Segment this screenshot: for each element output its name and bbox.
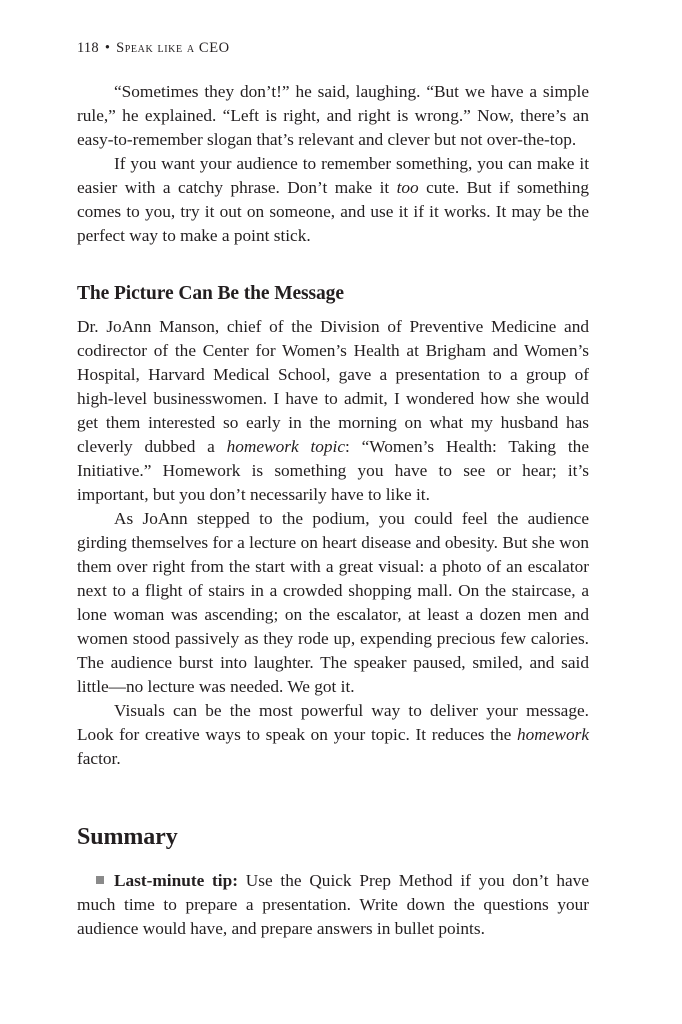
summary-bullet (77, 869, 589, 941)
text-run: factor. (77, 749, 121, 768)
running-title: Speak like a CEO (116, 40, 230, 56)
text-run: Dr. JoAnn Manson, chief of the Division of Preventive Medicine and codirector of the Center for Women’s Health at Brigham and Women’s Hospital, Harvard Medical School, gave a presentation to a group of high-level businesswomen. I have to admit, I wondered how she would get them interested so early in the morning on what my husband has cleverly dubbed a (77, 317, 589, 456)
emphasis: homework topic (226, 437, 346, 456)
section-paragraph-3 (77, 699, 589, 771)
text-run: If you want your audience to remember something, you can make it easier with a catchy phrase. Don’t make it (77, 154, 589, 197)
intro-paragraph-1: “Sometimes they don’t!” he said, laughing. “But we have a simple rule,” he explained. “Left is right, and right is wrong.” Now, there’s an easy-to-remember slogan that’s relevant and clever but not over-the-top. (77, 82, 589, 149)
section-heading: The Picture Can Be the Message (77, 283, 344, 304)
emphasis: homework (517, 725, 589, 744)
section-paragraph-2: As JoAnn stepped to the podium, you could feel the audience girding themselves for a lecture on heart disease and obesity. But she won them over right from the start with a great visual: a photo of an escalator next to a flight of stairs in a crowded shopping mall. On the staircase, a lone woman was ascending; on the escalator, at least a dozen men and women stood passively as they rode up, expending precious few calories. The audience burst into laughter. The speaker paused, smiled, and said little—no lecture was needed. We got it. (77, 509, 589, 696)
emphasis: too (396, 178, 419, 197)
text-run: cute. But if something comes to you, try it out on someone, and use it if it works. It may be the perfect way to make a point stick. (77, 178, 589, 245)
intro-paragraph-2 (77, 152, 589, 248)
text-run: : “Women’s Health: Taking the Initiative.” Homework is something you have to see or hear; it’s important, but you don’t necessarily have to like it. (77, 437, 589, 504)
page-number: 118 (77, 40, 99, 56)
header-separator: • (104, 40, 111, 56)
bullet-text: Use the Quick Prep Method if you don’t have much time to prepare a presentation. Write down the questions your audience would have, and prepare answers in bullet points. (77, 871, 589, 938)
running-header (77, 40, 230, 57)
page-body (77, 80, 589, 941)
summary-heading: Summary (77, 824, 178, 850)
text-run: Visuals can be the most powerful way to deliver your message. Look for creative ways to speak on your topic. It reduces the (77, 701, 589, 744)
section-paragraph-1 (77, 315, 589, 507)
square-bullet-icon (96, 876, 104, 884)
bullet-label: Last-minute tip: (114, 871, 238, 890)
